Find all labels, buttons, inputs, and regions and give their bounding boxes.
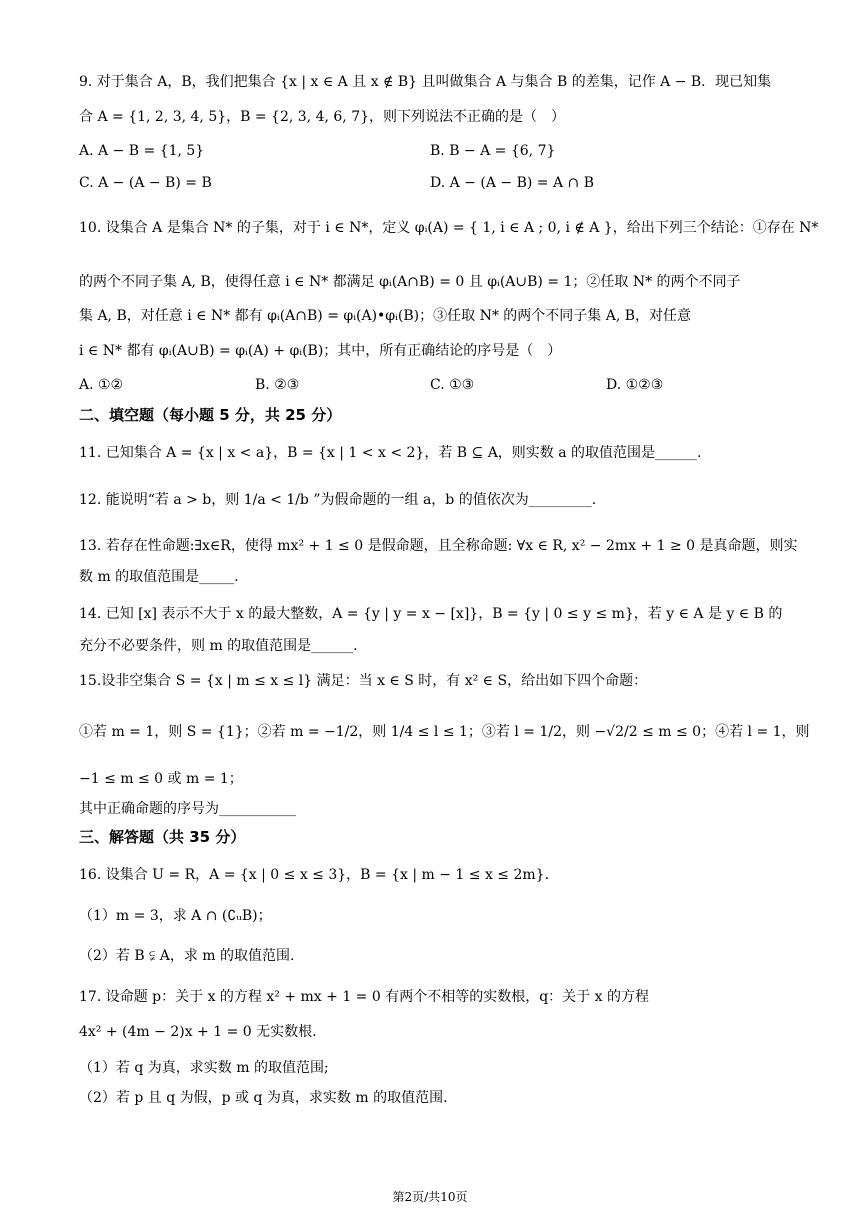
- question-14-line-2: 充分不必要条件，则 m 的取值范围是______.: [79, 638, 358, 654]
- question-9-line-1: 9. 对于集合 A，B，我们把集合 {x | x ∈ A 且 x ∉ B} 且叫做集合 A 与集合 B 的差集，记作 A − B．现已知集: [79, 74, 772, 90]
- section-heading-solve: 三、解答题（共 35 分）: [79, 828, 246, 846]
- question-10-line-1: 10. 设集合 A 是集合 N* 的子集，对于 i ∈ N*，定义 φᵢ(A) = { 1, i ∈ A ; 0, i ∉ A }，给出下列三个结论：①存在 N*: [79, 220, 819, 236]
- question-10-option-c: C. ①③: [430, 377, 475, 393]
- question-15-line-1: 15.设非空集合 S = {x | m ≤ x ≤ l} 满足：当 x ∈ S 时，有 x² ∈ S，给出如下四个命题：: [79, 673, 648, 689]
- question-10-option-b: B. ②③: [255, 377, 300, 393]
- question-9-option-c: C. A − (A − B) = B: [79, 175, 212, 191]
- question-9-option-b: B. B − A = {6, 7}: [430, 143, 556, 159]
- question-17-part-2: （2）若 p 且 q 为假，p 或 q 为真，求实数 m 的取值范围.: [79, 1090, 448, 1106]
- question-13-line-2: 数 m 的取值范围是_____.: [79, 569, 239, 585]
- question-17-line-1: 17. 设命题 p：关于 x 的方程 x² + mx + 1 = 0 有两个不相等的实数根，q：关于 x 的方程: [79, 989, 649, 1005]
- question-15-line-3: −1 ≤ m ≤ 0 或 m = 1；: [79, 771, 243, 787]
- question-10-option-a: A. ①②: [79, 377, 124, 393]
- question-10-line-4: i ∈ N* 都有 φᵢ(A∪B) = φᵢ(A) + φᵢ(B)；其中，所有正确结论的序号是（ ）: [79, 343, 562, 359]
- question-10-option-d: D. ①②③: [606, 377, 664, 393]
- question-16-part-2: （2）若 B ⫋ A，求 m 的取值范围.: [79, 948, 295, 964]
- question-14-line-1: 14. 已知 [x] 表示不大于 x 的最大整数，A = {y | y = x − [x]}，B = {y | 0 ≤ y ≤ m}，若 y ∈ A 是 y ∈ B 的: [79, 606, 783, 622]
- question-15-line-4: 其中正确命题的序号为___________: [79, 801, 296, 817]
- question-17-part-1: （1）若 q 为真，求实数 m 的取值范围;: [79, 1060, 329, 1076]
- question-9-option-a: A. A − B = {1, 5}: [79, 143, 205, 159]
- question-10-line-2: 的两个不同子集 A, B，使得任意 i ∈ N* 都满足 φᵢ(A∩B) = 0 且 φᵢ(A∪B) = 1；②任取 N* 的两个不同子: [79, 274, 741, 290]
- question-9-option-d: D. A − (A − B) = A ∩ B: [430, 175, 594, 191]
- page-footer: 第2页/共10页: [392, 1190, 468, 1204]
- question-12: 12. 能说明“若 a > b，则 1/a < 1/b ”为假命题的一组 a，b 的值依次为_________.: [79, 492, 597, 508]
- question-10-line-3: 集 A, B，对任意 i ∈ N* 都有 φᵢ(A∩B) = φᵢ(A)•φᵢ(B)；③任取 N* 的两个不同子集 A, B，对任意: [79, 308, 692, 324]
- question-15-line-2: ①若 m = 1，则 S = {1}；②若 m = −1/2，则 1/4 ≤ l ≤ 1；③若 l = 1/2，则 −√2/2 ≤ m ≤ 0；④若 l = 1，则: [79, 724, 810, 740]
- question-9-line-2: 合 A = {1, 2, 3, 4, 5}，B = {2, 3, 4, 6, 7}，则下列说法不正确的是（ ）: [79, 109, 566, 125]
- question-16-line-1: 16. 设集合 U = R，A = {x | 0 ≤ x ≤ 3}，B = {x | m − 1 ≤ x ≤ 2m}.: [79, 867, 550, 883]
- section-heading-fill-blank: 二、填空题（每小题 5 分，共 25 分）: [79, 406, 342, 424]
- question-17-line-2: 4x² + (4m − 2)x + 1 = 0 无实数根.: [79, 1024, 317, 1040]
- question-16-part-1: （1）m = 3，求 A ∩ (∁ᵤB)；: [79, 908, 272, 924]
- question-13-line-1: 13. 若存在性命题:∃x∈R，使得 mx² + 1 ≤ 0 是假命题，且全称命题: ∀x ∈ R, x² − 2mx + 1 ≥ 0 是真命题，则实: [79, 538, 798, 554]
- question-11: 11. 已知集合 A = {x | x < a}，B = {x | 1 < x < 2}，若 B ⊆ A，则实数 a 的取值范围是______.: [79, 445, 702, 461]
